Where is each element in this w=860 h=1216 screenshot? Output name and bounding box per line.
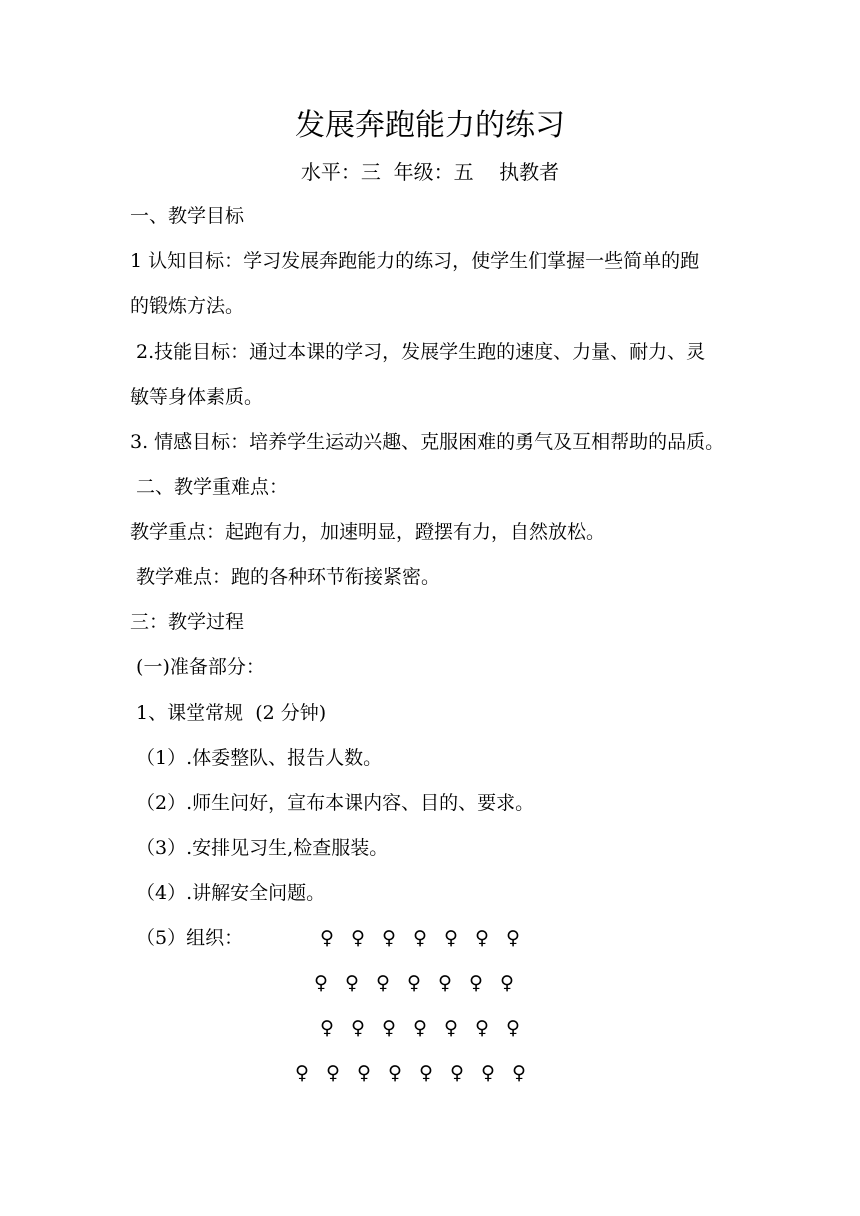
student-symbol-icon: ♀: [438, 972, 452, 994]
student-symbol-icon: ♀: [382, 927, 396, 949]
student-symbol-icon: ♀: [475, 927, 489, 949]
formation-row: [317, 1013, 534, 1043]
paragraph-line: 1、课堂常规 (2 分钟): [130, 702, 327, 724]
student-symbol-icon: ♀: [475, 1017, 489, 1039]
student-symbol-icon: ♀: [450, 1062, 464, 1084]
student-symbol-icon: ♀: [506, 927, 520, 949]
student-symbol-icon: ♀: [444, 1017, 458, 1039]
section-heading-process: 三：教学过程: [130, 611, 245, 633]
student-symbol-icon: ♀: [500, 972, 514, 994]
student-symbol-icon: ♀: [512, 1062, 526, 1084]
student-symbol-icon: ♀: [444, 927, 458, 949]
student-symbol-icon: ♀: [351, 1017, 365, 1039]
paragraph-line: 1 认知目标：学习发展奔跑能力的练习，使学生们掌握一些简单的跑: [130, 250, 700, 272]
formation-row: [317, 923, 534, 953]
student-symbol-icon: ♀: [357, 1062, 371, 1084]
student-symbol-icon: ♀: [320, 927, 334, 949]
formation-row: [311, 968, 528, 998]
paragraph-line: (一)准备部分：: [130, 656, 265, 678]
student-symbol-icon: ♀: [351, 927, 365, 949]
paragraph-line: （2）.师生问好，宣布本课内容、目的、要求。: [130, 792, 535, 814]
student-symbol-icon: ♀: [469, 972, 483, 994]
student-symbol-icon: ♀: [419, 1062, 433, 1084]
student-symbol-icon: ♀: [413, 1017, 427, 1039]
student-symbol-icon: ♀: [376, 972, 390, 994]
section-heading-key-points: 二、教学重难点：: [130, 476, 289, 498]
paragraph-line: 的锻炼方法。: [130, 295, 245, 317]
student-symbol-icon: ♀: [345, 972, 359, 994]
student-symbol-icon: ♀: [314, 972, 328, 994]
student-symbol-icon: ♀: [481, 1062, 495, 1084]
student-symbol-icon: ♀: [413, 927, 427, 949]
paragraph-line: 3. 情感目标：培养学生运动兴趣、克服困难的勇气及互相帮助的品质。: [130, 431, 725, 453]
document-subtitle: 水平：三 年级：五 执教者: [300, 160, 560, 184]
student-symbol-icon: ♀: [407, 972, 421, 994]
student-symbol-icon: ♀: [382, 1017, 396, 1039]
student-symbol-icon: ♀: [506, 1017, 520, 1039]
section-heading-objectives: 一、教学目标: [130, 205, 245, 227]
formation-row: [292, 1058, 540, 1088]
student-symbol-icon: ♀: [326, 1062, 340, 1084]
document-title: 发展奔跑能力的练习: [295, 108, 565, 143]
student-symbol-icon: ♀: [388, 1062, 402, 1084]
student-symbol-icon: ♀: [295, 1062, 309, 1084]
paragraph-line: （4）.讲解安全问题。: [130, 882, 326, 904]
paragraph-line: （1）.体委整队、报告人数。: [130, 747, 383, 769]
paragraph-line: 敏等身体素质。: [130, 386, 264, 408]
paragraph-line: （5）组织：: [130, 927, 244, 949]
paragraph-line: （3）.安排见习生,检查服装。: [130, 837, 389, 859]
paragraph-line: 教学重点：起跑有力，加速明显，蹬摆有力，自然放松。: [130, 521, 606, 543]
paragraph-line: 2.技能目标：通过本课的学习，发展学生跑的速度、力量、耐力、灵: [130, 341, 706, 363]
paragraph-line: 教学难点：跑的各种环节衔接紧密。: [130, 566, 441, 588]
student-symbol-icon: ♀: [320, 1017, 334, 1039]
